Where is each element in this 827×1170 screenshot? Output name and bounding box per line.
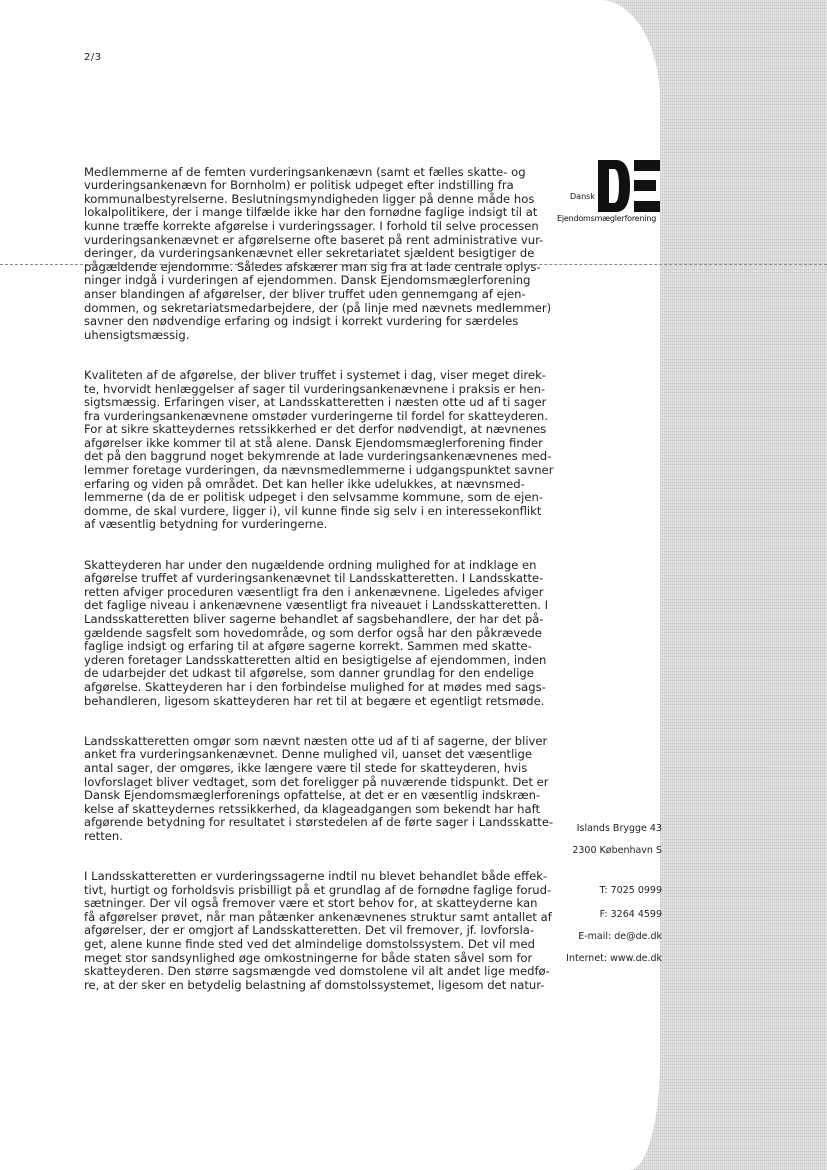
- contact-city: 2300 København S: [572, 845, 662, 856]
- page-number: 2/3: [84, 52, 102, 63]
- contact-phone: T: 7025 0999: [599, 885, 662, 896]
- logo-small-label: Dansk: [570, 192, 595, 201]
- de-logo-icon: [596, 160, 662, 212]
- contact-website: Internet: www.de.dk: [566, 953, 662, 964]
- paragraph: Kvaliteten af de afgørelse, der bliver truffet i systemet i dag, viser meget direk- te, hvorvidt henlæggelser af sager til vurderingsankenævnene i praksis er hen- sigtsmæssig. Erfaringen viser, at Landsskatteretten i næsten otte ud af ti sager fra vurderingsankenævnene omstøder vurderingerne til fordel for skatteyderen. For at sikre skatteydernes retssikkerhed er det derfor nødvendigt, at nævnenes afgørelser ikke kommer til at stå alene. Dansk Ejendomsmæglerforening finder det på den baggrund noget bekymrende at lade vurderingsankenævnenes med- lemmer foretage vurderingen, da nævnsmedlemmerne i udgangspunktet savner erfaring og viden på området. Det kan heller ikke udelukkes, at nævnsmed- lemmerne (da de er politisk udpeget i den selvsamme kommune, som de ejen- domme, de skal vurdere, ligger i), vil kunne finde sig selv i en interessekonflikt af væsentlig betydning for vurderingerne.: [84, 367, 554, 532]
- contact-fax: F: 3264 4599: [599, 909, 662, 920]
- letter-body: [84, 152, 569, 1019]
- paragraph: Skatteyderen har under den nugældende ordning mulighed for at indklage en afgørelse truffet af vurderingsankenævnet til Landsskatteretten. I Landsskatte- retten afviger proceduren væsentligt fra den i ankenævnene. Ligeledes afviger det faglige niveau i ankenævnene væsentligt fra niveauet i Landsskatteretten. I Landsskatteretten bliver sagerne behandlet af sagsbehandlere, der har det på- gældende sagsfelt som hovedområde, og som derfor også har den påkrævede faglige indsigt og erfaring til at afgøre sagerne korrekt. Sammen med skatte- yderen foretager Landsskatteretten altid en besigtigelse af ejendommen, inden de udarbejder det udkast til afgørelse, som danner grundlag for den endelige afgørelse. Skatteyderen har i den forbindelse mulighed for at mødes med sags- behandleren, ligesom skatteyderen har ret til at begære et egentligt retsmøde.: [84, 557, 549, 708]
- contact-email: E-mail: de@de.dk: [578, 931, 662, 942]
- contact-street: Islands Brygge 43: [576, 823, 662, 834]
- paragraph: Medlemmerne af de femten vurderingsankenævn (samt et fælles skatte- og vurderingsankenævn for Bornholm) er politisk udpeget efter indstilling fra kommunalbestyrelserne. Beslutningsmyndigheden ligger på denne måde hos lokalpolitikere, der i mange tilfælde ikke har den fornødne faglige indsigt til at kunne træffe korrekte afgørelse i vurderingssager. I forhold til selve processen vurderingsankenævnet er afgørelserne ofte baseret på rent administrative vur- deringer, da vurderingsankenævnet eller sekretariatet sjældent besigtiger de pågældende ejendomme. Således afskærer man sig fra at lade centrale oplys- ninger indgå i vurderingen af ejendommen. Dansk Ejendomsmæglerforening anser blandingen af afgørelser, der bliver truffet uden gennemgang af ejen- dommen, og sekretariatsmedarbejdere, der (på linje med nævnets medlemmer) savner den nødvendige erfaring og indsigt i korrekt vurdering for særdeles uhensigtsmæssig.: [84, 164, 552, 342]
- logo-org-name: Ejendomsmæglerforening: [557, 214, 657, 223]
- paragraph: Landsskatteretten omgør som nævnt næsten otte ud af ti af sagerne, der bliver anket fra vurderingsankenævnet. Denne mulighed vil, uanset det væsentlige antal sager, der omgøres, ikke længere være til stede for skatteyderen, hvis lovforslaget bliver vedtaget, som det foreligger på nuværende tidspunkt. Det er Dansk Ejendomsmæglerforenings opfattelse, at det er en væsentlig indskræn- kelse af skatteydernes retssikkerhed, da klageadgangen som bekendt har haft afgørende betydning for resultatet i størstedelen af de førte sager i Landsskatte- retten.: [84, 733, 554, 843]
- organization-logo: [557, 160, 670, 230]
- paragraph: I Landsskatteretten er vurderingssagerne indtil nu blevet behandlet både effek- tivt, hurtigt og forholdsvis prisbilligt på et grundlag af de fornødne faglige forud- sætninger. Der vil også fremover være et stort behov for, at skatteyderne kan få afgørelser prøvet, når man påtænker ankenævnenes struktur samt antallet af afgørelser, der er omgjort af Landsskatteretten. Det vil fremover, jf. lovforsla- get, alene kunne finde sted ved det almindelige domstolssystem. Det vil med meget stor sandsynlighed øge omkostningerne for både staten såvel som for skatteyderen. Den større sagsmængde ved domstolene vil alt andet lige medfø- re, at der sker en betydelig belastning af domstolssystemet, ligesom det natur-: [84, 869, 552, 992]
